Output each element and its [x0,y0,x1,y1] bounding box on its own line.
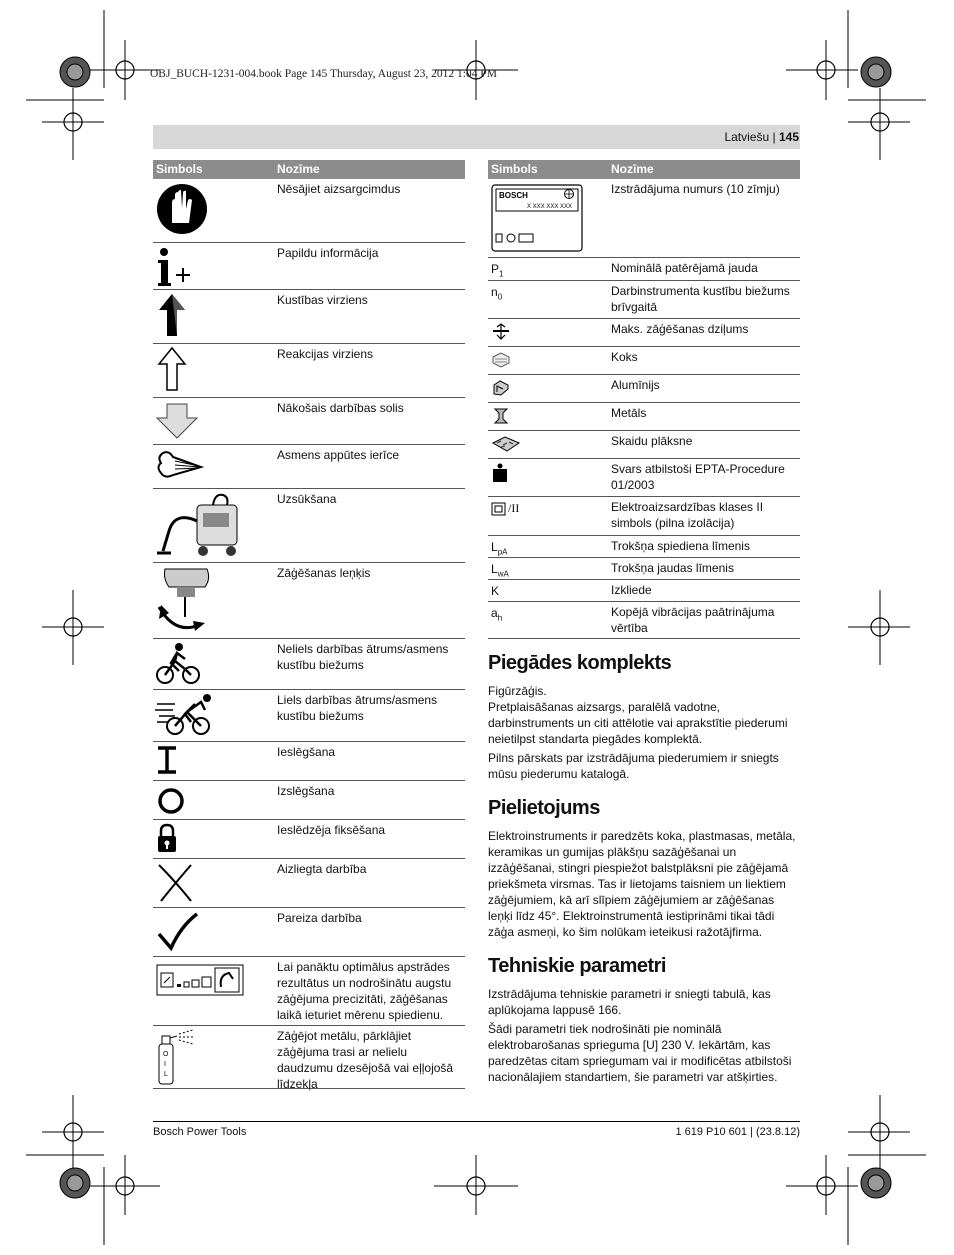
cut-depth-icon [491,323,511,345]
paragraph: Figūrzāģis. [488,684,547,698]
info-icon [155,245,195,291]
row-meaning: Asmens appūtes ierīce [277,448,400,462]
nameplate-number: X XXX XXX XXX [527,204,573,210]
table-row [488,580,800,602]
table-row [153,820,465,859]
wood-icon [491,351,511,373]
blower-icon [155,447,205,487]
row-symbol: K [491,584,500,598]
row-meaning: Zāģēšanas leņķis [277,566,371,580]
row-meaning: Elektroaizsardzības klases II simbols (pilna izolācija) [611,500,764,530]
svg-text:O: O [163,1051,169,1058]
right-symbol-table [488,160,800,639]
row-meaning: Skaidu plāksne [611,434,693,448]
reaction-direction-icon [155,346,189,396]
row-meaning: Koks [611,350,638,364]
paragraph: Pretplaisāšanas aizsargs, paralēlā vadotne, darbinstruments un citi attēlotie vai aprakstītie piederumi neietilpst standarta piegādes komplektā. [488,700,788,746]
table-row [488,459,800,497]
row-meaning: Ieslēgšana [277,745,336,759]
row-meaning: Aizliegta darbība [277,862,367,876]
table-row [153,290,465,344]
table-row [153,690,465,742]
right-table-header [488,160,800,179]
table-row [153,243,465,290]
table-row [153,859,465,908]
delivery-section [488,652,800,782]
lock-icon [155,822,179,858]
language-label: Latviešu [724,130,770,144]
page-header-bar [153,125,800,149]
row-meaning: Kustības virziens [277,293,368,307]
row-meaning: Ieslēdzēja fiksēšana [277,823,386,837]
table-row [153,445,465,489]
saw-angle-icon [155,565,215,639]
running-head [724,130,799,144]
table-row [153,781,465,820]
section-title: Piegādes komplekts [488,652,672,674]
nameplate-icon [491,184,583,256]
row-meaning: Papildu informācija [277,246,379,260]
table-row [488,558,800,580]
row-meaning: Neliels darbības ātrums/asmens kustību biežums [277,642,449,672]
row-meaning: Lai panāktu optimālus apstrādes rezultātus un nodrošinātu augstu zāģējuma precizitāti, zāģēšanas laikā ieturiet mērenu spiedienu. [277,960,452,1022]
row-meaning: Uzsūkšana [277,492,337,506]
weight-icon [491,463,509,487]
table-row [488,602,800,639]
table-row [153,742,465,781]
vacuum-cleaner-icon [155,491,243,563]
row-meaning: Metāls [611,406,647,420]
section-title: Pielietojums [488,797,600,819]
separator: | [772,130,776,144]
table-row [488,281,800,319]
row-meaning: Trokšņa spiediena līmenis [611,539,750,553]
paragraph: Elektroinstruments ir paredzēts koka, plastmasas, metāla, keramikas un gumijas plākšņu sazāģēšanai un izzāģēšanai, stingri piespiežot balstplāksni pie zāģējamā priekšmeta virsmas. Tas ir lietojams taisniem un liektiem zāģējumiem, kā arī slīpiem zāģējumiem ar zāģēšanas leņķi līdz 45°. Elektroinstrumentā iestiprināmi tikai tādi zāģa asmeņi, ko šim nolūkam ieteikusi ražotājfirma. [488,829,796,939]
table-row [153,957,465,1026]
table-row [488,403,800,431]
row-meaning: Reakcijas virziens [277,347,374,361]
table-row [488,431,800,459]
switch-off-icon [155,783,187,819]
oil-spray-icon [155,1028,195,1090]
row-meaning: Nominālā patērējamā jauda [611,261,758,275]
col-meaning-header: Nozīme [277,162,320,176]
row-meaning: Pareiza darbība [277,911,362,925]
row-meaning: Maks. zāģēšanas dziļums [611,322,749,336]
row-meaning: Liels darbības ātrums/asmens kustību biežums [277,693,438,723]
col-symbol-header: Simbols [156,162,203,176]
gloves-icon [155,181,209,239]
left-table-header [153,160,465,179]
table-row [488,179,800,258]
movement-direction-icon [155,292,189,342]
row-symbol: $n_0$ [491,285,503,302]
section-title: Tehniskie parametri [488,955,666,977]
row-meaning: Nākošais darbības solis [277,401,404,415]
table-row [153,489,465,563]
protection-class-icon [491,502,507,520]
left-symbol-table [153,160,465,1089]
row-meaning: Izkliede [611,583,652,597]
table-row [153,639,465,690]
metal-icon [491,407,511,429]
footer-rule [153,1121,800,1122]
col-meaning-header: Nozīme [611,162,654,176]
row-meaning: Izstrādājuma numurs (10 zīmju) [611,182,780,196]
fast-cyclist-icon [155,692,215,740]
specs-section [488,955,800,1085]
table-row [153,179,465,243]
row-symbol: /II [508,501,520,515]
col-symbol-header: Simbols [491,162,538,176]
row-symbol: $P_1$ [491,262,504,279]
table-row [153,344,465,398]
row-meaning: Izslēgšana [277,784,335,798]
file-header: OBJ_BUCH-1231-004.book Page 145 Thursday, August 23, 2012 1:04 PM [150,68,497,80]
pressure-gauge-icon [155,963,245,1001]
table-row [488,497,800,536]
table-row [488,375,800,403]
switch-on-icon [155,744,181,780]
table-row [153,1026,465,1089]
row-meaning: Svars atbilstoši EPTA-Procedure 01/2003 [611,462,785,492]
nameplate-brand: BOSCH [499,191,528,200]
table-row [488,319,800,347]
row-symbol: $L_{wA}$ [491,562,509,579]
row-symbol: $a_h$ [491,606,503,623]
table-row [153,563,465,639]
table-row [488,536,800,558]
row-meaning: Zāģējot metālu, pārklājiet zāģējuma trasi ar nelielu daudzumu dzesējošā vai eļļojošā līdzekļa [277,1029,454,1091]
table-row [488,347,800,375]
row-meaning: Darbinstrumenta kustību biežums brīvgaitā [611,284,790,314]
page-number: 145 [778,130,799,144]
cross-icon [155,861,195,907]
aluminium-icon [491,379,511,401]
footer-left: Bosch Power Tools [153,1126,247,1138]
row-symbol: $L_{pA}$ [491,540,508,557]
svg-text:L: L [164,1071,168,1078]
table-row [153,398,465,445]
row-meaning: Nēsājiet aizsargcimdus [277,182,401,196]
slow-cyclist-icon [155,641,201,689]
paragraph: Šādi parametri tiek nodrošināti pie nominālā elektrobarošanas sprieguma [U] 230 V. Iekārtām, kas paredzētas citam spriegumam vai ir modificētas atbilstoši nacionālajiem standartiem, šie parametri var atšķirties. [488,1022,792,1084]
next-step-icon [155,400,199,444]
paragraph: Pilns pārskats par izstrādājuma piederumiem ir sniegts mūsu piederumu katalogā. [488,751,779,781]
row-meaning: Trokšņa jaudas līmenis [611,561,734,575]
usage-section [488,797,800,940]
row-meaning: Kopējā vibrācijas paātrinājuma vērtība [611,605,775,635]
row-meaning: Alumīnijs [611,378,660,392]
table-row [153,908,465,957]
chipboard-icon [491,435,521,457]
footer-right: 1 619 P10 601 | (23.8.12) [675,1126,800,1138]
paragraph: Izstrādājuma tehniskie parametri ir sniegti tabulā, kas aplūkojama lappusē 166. [488,987,771,1017]
checkmark-icon [155,910,199,956]
table-row [488,258,800,281]
svg-text:I: I [164,1061,166,1068]
